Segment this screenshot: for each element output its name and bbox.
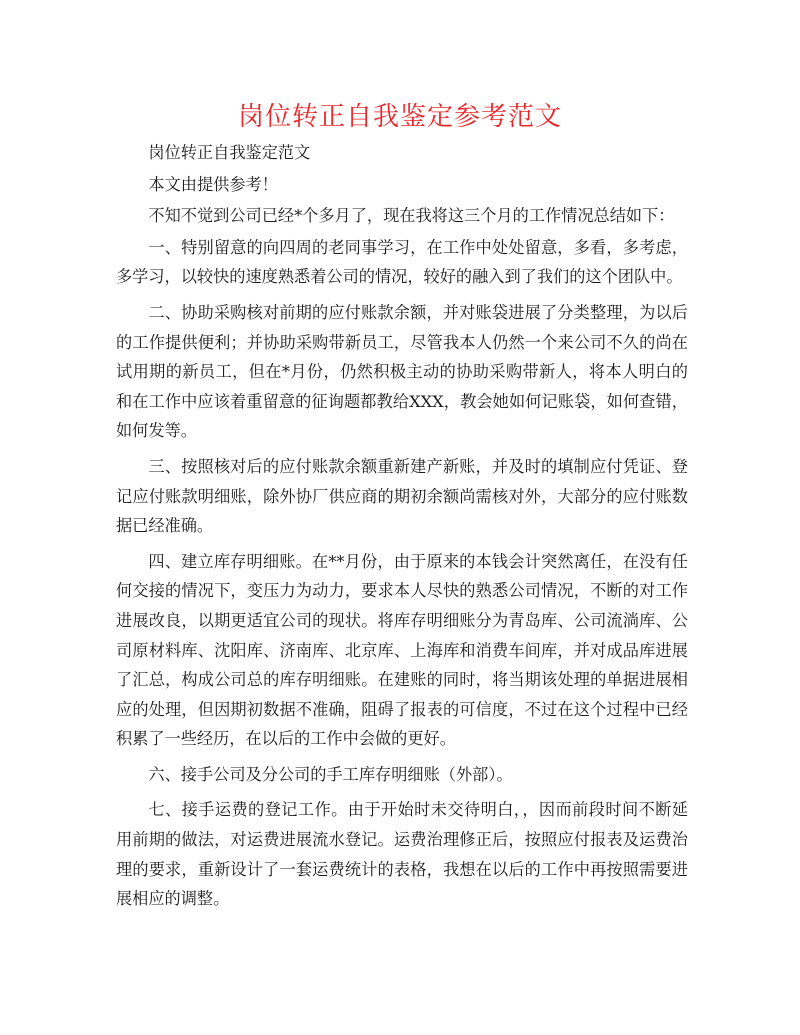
intro-paragraph: 不知不觉到公司已经*个多月了，现在我将这三个月的工作情况总结如下：	[148, 206, 675, 226]
section-1-paragraph: 一、特别留意的向四周的老同事学习，在工作中处处留意，多看，多考虑，多学习，以较快的速度熟悉着公司的情况，较好的融入到了我们的这个团队中。	[116, 237, 688, 287]
section-6-paragraph: 六、接手公司及分公司的手工库存明细账（外部）。	[148, 764, 513, 784]
reference-note-paragraph: 本文由提供参考！	[148, 174, 278, 194]
document-body	[116, 138, 688, 920]
section-3-paragraph: 三、按照核对后的应付账款余额重新建产新账，并及时的填制应付凭证、登记应付账款明细账，除外协厂供应商的期初余额尚需核对外，大部分的应付账数据已经准确。	[116, 456, 688, 536]
subtitle-paragraph: 岗位转正自我鉴定范文	[148, 143, 311, 162]
document-title: 岗位转正自我鉴定参考范文	[237, 102, 562, 132]
section-7-paragraph: 七、接手运费的登记工作。由于开始时未交待明白，，因而前段时间不断延用前期的做法，对运费进展流水登记。运费治理修正后，按照应付报表及运费治理的要求，重新设计了一套运费统计的表格，我想在以后的工作中再按照需要进展相应的调整。	[116, 800, 688, 909]
section-4-paragraph: 四、建立库存明细账。在**月份，由于原来的本钱会计突然离任，在没有任何交接的情况下，变压力为动力，要求本人尽快的熟悉公司情况，不断的对工作进展改良，以期更适宜公司的现状。将库存明细账分为青岛库、公司流淌库、公司原材料库、沈阳库、济南库、北京库、上海库和消费车间库，并对成品库进展了汇总，构成公司总的库存明细账。在建账的同时，将当期该处理的单据进展相应的处理，但因期初数据不准确，阻碍了报表的可信度，不过在这个过程中已经积累了一些经历，在以后的工作中会做的更好。	[116, 551, 688, 749]
section-2-paragraph: 二、协助采购核对前期的应付账款余额，并对账袋进展了分类整理，为以后的工作提供便利；并协助采购带新员工，尽管我本人仍然一个来公司不久的尚在试用期的新员工，但在*月份，仍然积极主动的协助采购带新人，将本人明白的和在工作中应该着重留意的征询题都教给XXX，教会她如何记账袋，如何查错，如何发等。	[116, 302, 688, 441]
